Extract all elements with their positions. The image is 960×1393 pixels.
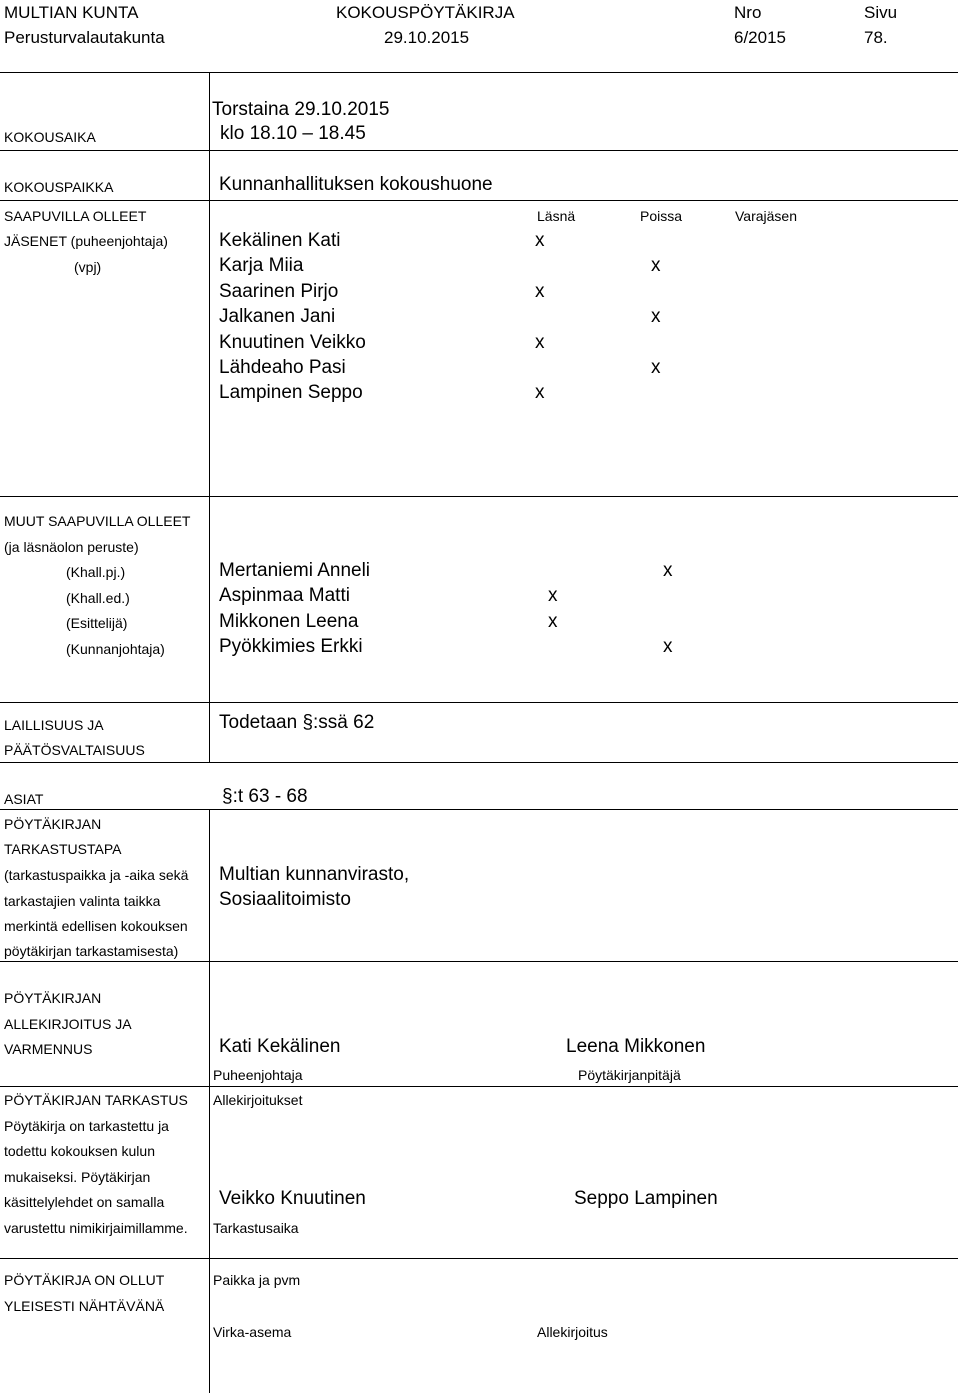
laillisuus-label-2: PÄÄTÖSVALTAISUUS	[4, 742, 145, 758]
present-mark: x	[535, 382, 545, 403]
paikka-label: Paikka ja pvm	[213, 1272, 301, 1288]
others-label: MUUT SAAPUVILLA OLLEET	[4, 513, 191, 529]
signer-name: Kati Kekälinen	[219, 1036, 341, 1057]
divider	[0, 496, 958, 497]
col-present: Läsnä	[537, 208, 576, 224]
column-divider	[209, 72, 210, 496]
allekirjoitus-label: VARMENNUS	[4, 1041, 93, 1057]
divider	[0, 1258, 958, 1259]
tarkastus-text: käsittelylehdet on samalla	[4, 1194, 165, 1210]
kokousaika-date: Torstaina 29.10.2015	[212, 99, 390, 120]
asiat-label: ASIAT	[4, 791, 44, 807]
allekirjoitukset-label: Allekirjoitukset	[213, 1092, 303, 1108]
vpj-label: (vpj)	[74, 259, 102, 275]
nahtavana-label-2: YLEISESTI NÄHTÄVÄNÄ	[4, 1298, 165, 1314]
column-divider	[209, 1258, 210, 1393]
tarkastusaika-label: Tarkastusaika	[213, 1220, 299, 1236]
present-mark: x	[535, 230, 545, 251]
nahtavana-label: PÖYTÄKIRJA ON OLLUT	[4, 1272, 165, 1288]
other-name: Pyökkimies Erkki	[219, 636, 363, 657]
tarkastus-text: mukaiseksi. Pöytäkirjan	[4, 1169, 151, 1185]
board-name: Perusturvalautakunta	[4, 28, 165, 47]
member-name: Lähdeaho Pasi	[219, 357, 346, 378]
column-divider	[209, 496, 210, 702]
member-name: Jalkanen Jani	[219, 306, 336, 327]
present-mark: x	[535, 281, 545, 302]
other-role: (Esittelijä)	[66, 615, 128, 631]
absent-mark: x	[663, 560, 673, 581]
other-role: (Kunnanjohtaja)	[66, 641, 165, 657]
member-name: Lampinen Seppo	[219, 382, 363, 403]
members-label-2: JÄSENET (puheenjohtaja)	[4, 233, 168, 249]
sivu-label: Sivu	[864, 3, 898, 22]
kokousaika-time: klo 18.10 – 18.45	[220, 123, 366, 144]
member-name: Karja Miia	[219, 255, 304, 276]
column-divider	[209, 961, 210, 1258]
kokouspaikka-label: KOKOUSPAIKKA	[4, 179, 114, 195]
member-name: Kekälinen Kati	[219, 230, 341, 251]
other-role: (Khall.ed.)	[66, 590, 130, 606]
present-mark: x	[548, 585, 558, 606]
other-name: Mikkonen Leena	[219, 611, 359, 632]
tarkastustapa-label: (tarkastuspaikka ja -aika sekä	[4, 867, 189, 883]
signer-role: Puheenjohtaja	[213, 1067, 303, 1083]
col-absent: Poissa	[640, 208, 683, 224]
page-number: 78.	[864, 28, 888, 47]
column-divider	[209, 809, 210, 961]
tarkastus-text: Pöytäkirja on tarkastettu ja	[4, 1118, 169, 1134]
meeting-date: 29.10.2015	[384, 28, 470, 47]
nro-label: Nro	[734, 3, 762, 22]
divider	[0, 200, 958, 201]
divider	[0, 961, 958, 962]
absent-mark: x	[651, 255, 661, 276]
allekirjoitus-label: Allekirjoitus	[537, 1324, 608, 1340]
column-divider	[209, 702, 210, 762]
other-name: Mertaniemi Anneli	[219, 560, 371, 581]
laillisuus-value: Todetaan §:ssä 62	[219, 712, 375, 733]
kokousaika-label: KOKOUSAIKA	[4, 129, 96, 145]
present-mark: x	[548, 611, 558, 632]
others-label-2: (ja läsnäolon peruste)	[4, 539, 139, 555]
asiat-value: §:t 63 - 68	[222, 786, 308, 807]
tarkastus-text: varustettu nimikirjaimillamme.	[4, 1220, 188, 1236]
kokouspaikka-value: Kunnanhallituksen kokoushuone	[219, 174, 493, 195]
virka-label: Virka-asema	[213, 1324, 292, 1340]
minutes-number: 6/2015	[734, 28, 786, 47]
inspector-name: Veikko Knuutinen	[219, 1188, 366, 1209]
member-name: Saarinen Pirjo	[219, 281, 339, 302]
other-role: (Khall.pj.)	[66, 564, 126, 580]
signer-name: Leena Mikkonen	[566, 1036, 706, 1057]
tarkastustapa-value-2: Sosiaalitoimisto	[219, 889, 351, 910]
absent-mark: x	[663, 636, 673, 657]
allekirjoitus-label: ALLEKIRJOITUS JA	[4, 1016, 132, 1032]
tarkastustapa-label: TARKASTUSTAPA	[4, 841, 122, 857]
tarkastustapa-label: merkintä edellisen kokouksen	[4, 918, 188, 934]
member-name: Knuutinen Veikko	[219, 332, 366, 353]
tarkastus-text: todettu kokouksen kulun	[4, 1143, 155, 1159]
divider	[0, 1086, 958, 1087]
other-name: Aspinmaa Matti	[219, 585, 350, 606]
col-deputy: Varajäsen	[735, 208, 798, 224]
divider	[0, 809, 958, 810]
signer-role: Pöytäkirjanpitäjä	[578, 1067, 681, 1083]
org-name: MULTIAN KUNTA	[4, 3, 139, 22]
tarkastustapa-label: pöytäkirjan tarkastamisesta)	[4, 943, 179, 959]
present-mark: x	[535, 332, 545, 353]
tarkastustapa-label: PÖYTÄKIRJAN	[4, 816, 102, 832]
divider	[0, 702, 958, 703]
absent-mark: x	[651, 306, 661, 327]
members-label: SAAPUVILLA OLLEET	[4, 208, 147, 224]
divider	[0, 72, 958, 73]
tarkastustapa-value: Multian kunnanvirasto,	[219, 864, 410, 885]
tarkastustapa-label: tarkastajien valinta taikka	[4, 893, 161, 909]
inspector-name: Seppo Lampinen	[574, 1188, 718, 1209]
divider	[0, 150, 958, 151]
allekirjoitus-label: PÖYTÄKIRJAN	[4, 990, 102, 1006]
laillisuus-label: LAILLISUUS JA	[4, 717, 104, 733]
doc-type: KOKOUSPÖYTÄKIRJA	[336, 3, 515, 22]
tarkastus-label: PÖYTÄKIRJAN TARKASTUS	[4, 1092, 188, 1108]
absent-mark: x	[651, 357, 661, 378]
divider	[0, 762, 958, 763]
